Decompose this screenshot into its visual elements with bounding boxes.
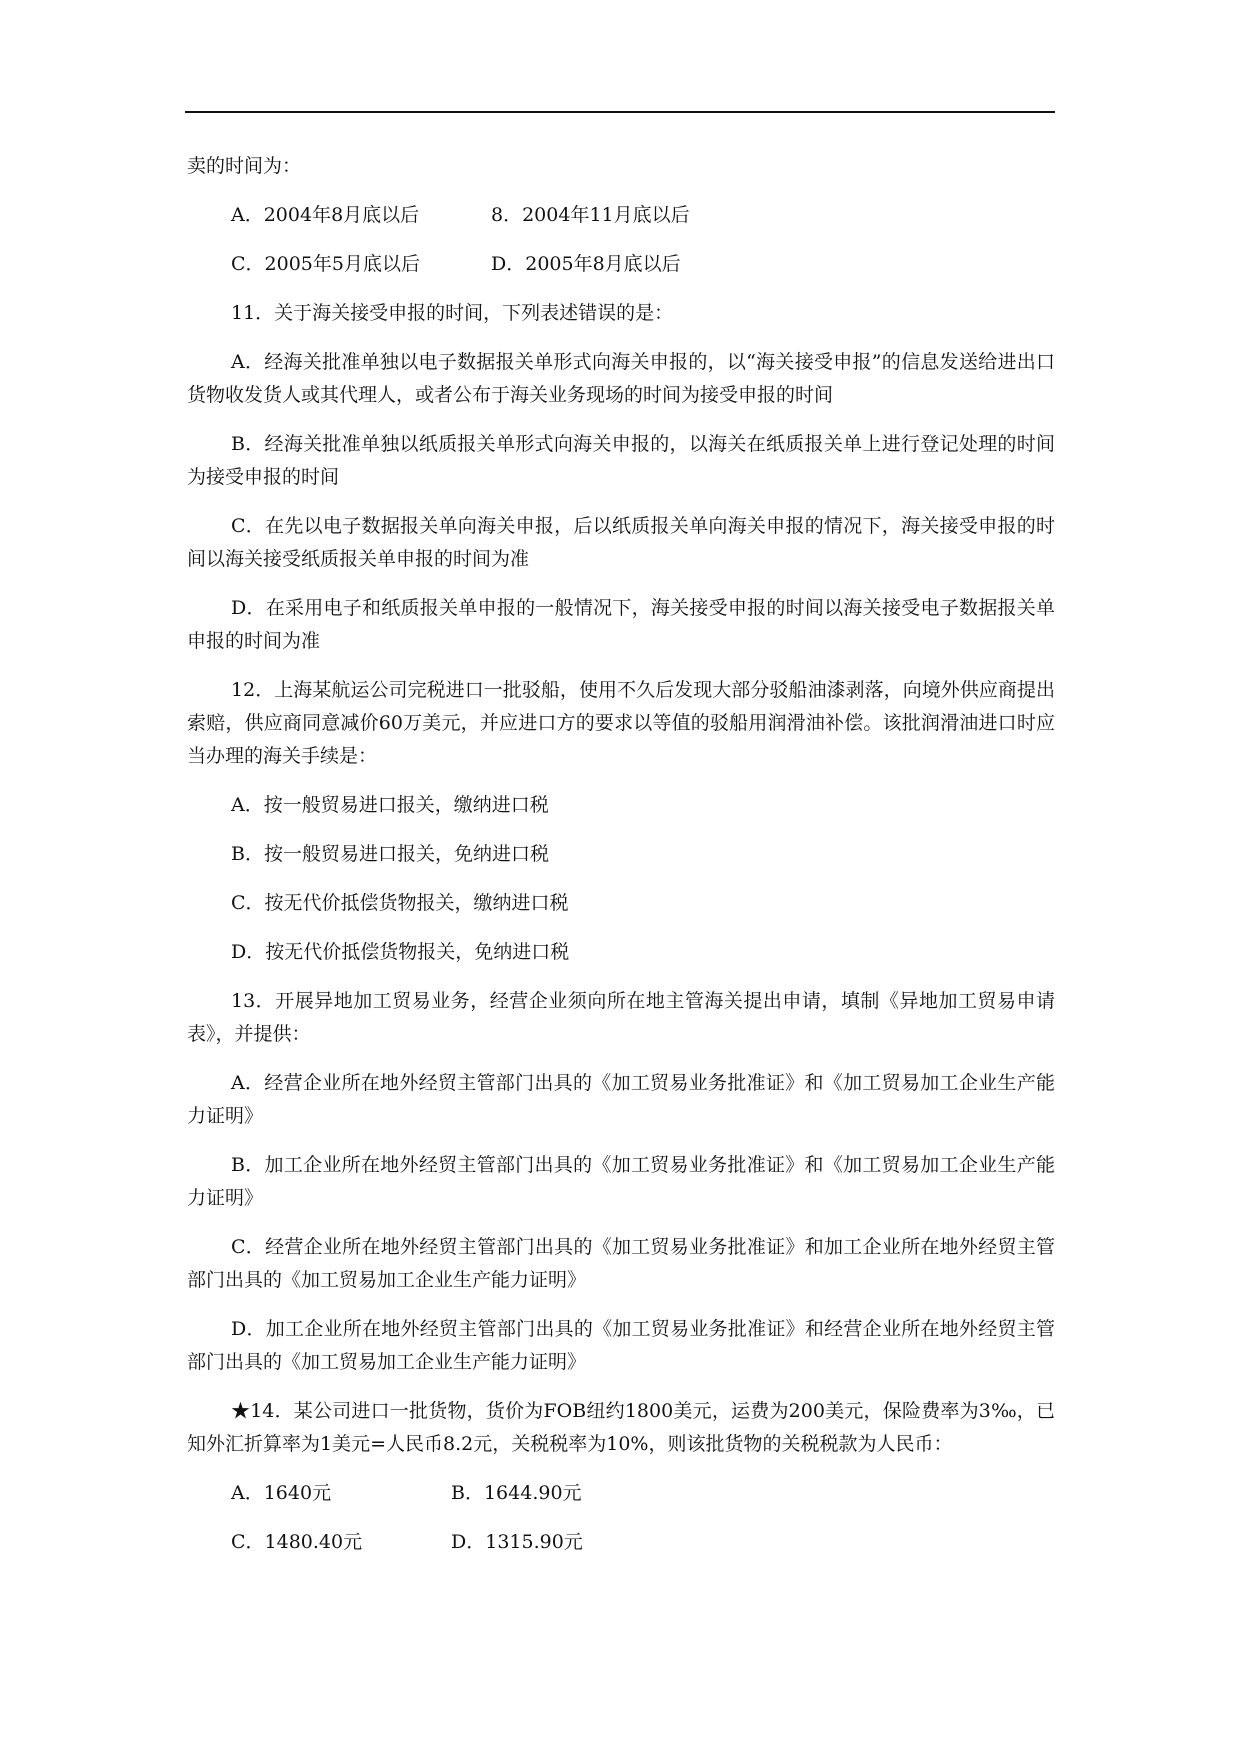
q13-option-d: D．加工企业所在地外经贸主管部门出具的《加工贸易业务批准证》和经营企业所在地外经贸主管部门出具的《加工贸易加工企业生产能力证明》 (187, 1318, 1055, 1373)
q13-option-c: C．经营企业所在地外经贸主管部门出具的《加工贸易业务批准证》和加工企业所在地外经贸主管部门出具的《加工贸易加工企业生产能力证明》 (187, 1236, 1055, 1291)
q12-option-a: A．按一般贸易进口报关，缴纳进口税 (231, 794, 549, 816)
q14-options-row-1 (187, 1477, 1055, 1510)
q11-option-d: D．在采用电子和纸质报关单申报的一般情况下，海关接受申报的时间以海关接受电子数据报关单申报的时间为准 (187, 597, 1055, 652)
q12-option-b: B．按一般贸易进口报关，免纳进口税 (231, 843, 549, 865)
q12-option-d: D．按无代价抵偿货物报关，免纳进口税 (231, 941, 570, 963)
q14-option-a: A．1640元 (231, 1482, 332, 1504)
q10-options-row-1 (187, 199, 1055, 232)
q11-option-a: A．经海关批准单独以电子数据报关单形式向海关申报的，以“海关接受申报”的信息发送给进出口货物收发货人或其代理人，或者公布于海关业务现场的时间为接受申报的时间 (187, 351, 1055, 406)
q14-option-c: C．1480.40元 (231, 1531, 363, 1553)
q14-options-row-2 (187, 1526, 1055, 1559)
q10-option-b: 8．2004年11月底以后 (491, 204, 690, 226)
q11-stem: 11．关于海关接受申报的时间，下列表述错误的是： (231, 302, 674, 324)
q10-option-a: A．2004年8月底以后 (231, 204, 420, 226)
q11-option-b: B．经海关批准单独以纸质报关单形式向海关申报的，以海关在纸质报关单上进行登记处理的时间为接受申报的时间 (187, 433, 1055, 488)
document-body (187, 150, 1055, 1559)
q14-stem: ★14．某公司进口一批货物，货价为FOB纽约1800美元，运费为200美元，保险费率为3‰，已知外汇折算率为1美元=人民币8.2元，关税税率为10%，则该批货物的关税税款为人民币： (187, 1400, 1055, 1455)
q12-stem: 12．上海某航运公司完税进口一批驳船，使用不久后发现大部分驳船油漆剥落，向境外供应商提出索赔，供应商同意减价60万美元，并应进口方的要求以等值的驳船用润滑油补偿。该批润滑油进口时应当办理的海关手续是： (187, 679, 1055, 767)
q13-option-a: A．经营企业所在地外经贸主管部门出具的《加工贸易业务批准证》和《加工贸易加工企业生产能力证明》 (187, 1072, 1055, 1127)
q11-option-c: C．在先以电子数据报关单向海关申报，后以纸质报关单向海关申报的情况下，海关接受申报的时间以海关接受纸质报关单申报的时间为准 (187, 515, 1055, 570)
q14-option-d: D．1315.90元 (451, 1531, 583, 1553)
q14-option-b: B．1644.90元 (451, 1482, 582, 1504)
q13-option-b: B．加工企业所在地外经贸主管部门出具的《加工贸易业务批准证》和《加工贸易加工企业生产能力证明》 (187, 1154, 1055, 1209)
q10-option-d: D．2005年8月底以后 (491, 253, 681, 275)
q10-continuation: 卖的时间为： (187, 155, 302, 177)
q10-options-row-2 (187, 248, 1055, 281)
header-rule (185, 111, 1055, 113)
q13-stem: 13．开展异地加工贸易业务，经营企业须向所在地主管海关提出申请，填制《异地加工贸易申请表》，并提供： (187, 990, 1055, 1045)
q10-option-c: C．2005年5月底以后 (231, 253, 420, 275)
q12-option-c: C．按无代价抵偿货物报关，缴纳进口税 (231, 892, 569, 914)
